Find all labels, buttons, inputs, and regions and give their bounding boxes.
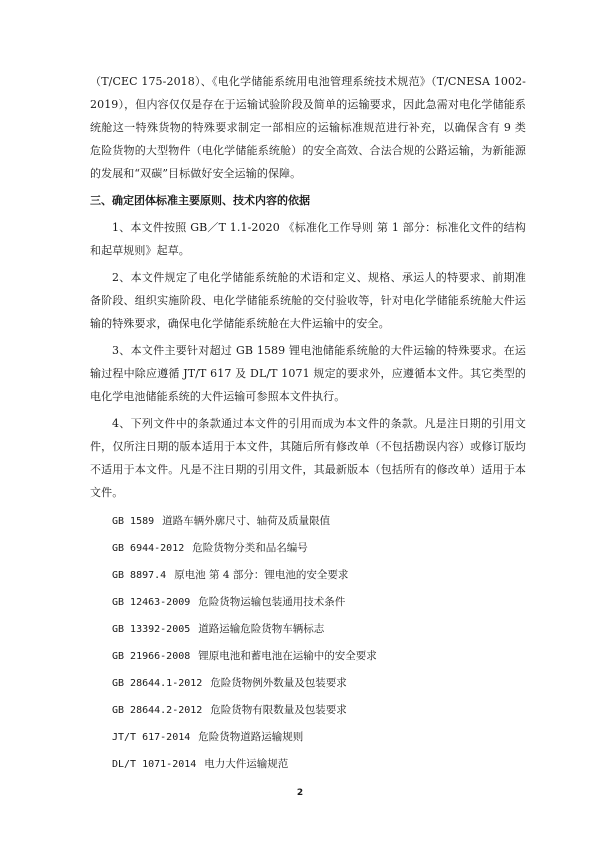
section-heading: 三、确定团体标准主要原则、技术内容的依据: [90, 194, 310, 207]
reference-code: GB 8897.4: [112, 570, 167, 581]
reference-title: 道路车辆外廓尺寸、轴荷及质量限值: [162, 515, 331, 527]
reference-title: 道路运输危险货物车辆标志: [198, 623, 325, 635]
reference-item: [90, 699, 526, 722]
intro-paragraph: （T/CEC 175-2018）、《电化学储能系统用电池管理系统技术规范》（T/CNESA 1002-2019），但内容仅仅是存在于运输试验阶段及简单的运输要求，因此急需对电化学储能系统舱这一特殊货物的特殊要求制定一部相应的运输标准规范进行补充，以确保含有 9 类危险货物的大型物件（电化学储能系统舱）的安全高效、合法合规的公路运输，为新能源的发展和“双碳”目标做好安全运输的保障。: [90, 75, 526, 180]
reference-code: GB 13392-2005: [112, 624, 191, 635]
reference-item: [90, 510, 526, 533]
reference-title: 危险货物例外数量及包装要求: [210, 677, 347, 689]
reference-item: [90, 618, 526, 641]
reference-item: [90, 645, 526, 668]
document-body: [90, 70, 526, 780]
reference-item: [90, 564, 526, 587]
section-item-4: 4、下列文件中的条款通过本文件的引用而成为本文件的条款。凡是注日期的引用文件，仅所注日期的版本适用于本文件，其随后所有修改单（不包括勘误内容）或修订版均不适用于本文件。凡是不注日期的引用文件，其最新版本（包括所有的修改单）适用于本文件。: [90, 417, 526, 499]
reference-title: 危险货物运输包装通用技术条件: [198, 596, 346, 608]
reference-code: GB 28644.2-2012: [112, 705, 203, 716]
reference-code: GB 1589: [112, 516, 155, 527]
reference-item: [90, 537, 526, 560]
reference-item: [90, 672, 526, 695]
reference-item: [90, 753, 526, 776]
page-number: 2: [296, 788, 304, 798]
reference-title: 危险货物有限数量及包装要求: [210, 704, 347, 716]
reference-title: 电力大件运输规范: [204, 758, 289, 770]
normative-references-list: [90, 510, 526, 776]
section-item-3: 3、本文件主要针对超过 GB 1589 锂电池储能系统舱的大件运输的特殊要求。在运输过程中除应遵循 JT/T 617 及 DL/T 1071 规定的要求外，应遵循本文件。其它类型的电化学电池储能系统的大件运输可参照本文件执行。: [90, 344, 526, 403]
reference-title: 危险货物分类和品名编号: [192, 542, 308, 554]
reference-code: GB 28644.1-2012: [112, 678, 203, 689]
reference-code: JT/T 617-2014: [112, 732, 191, 743]
reference-item: [90, 726, 526, 749]
reference-title: 原电池 第 4 部分：锂电池的安全要求: [174, 569, 349, 581]
reference-code: GB 12463-2009: [112, 597, 191, 608]
section-item-2: 2、本文件规定了电化学储能系统舱的术语和定义、规格、承运人的特要求、前期准备阶段、组织实施阶段、电化学储能系统舱的交付验收等，针对电化学储能系统舱大件运输的特殊要求，确保电化学储能系统舱在大件运输中的安全。: [90, 271, 526, 330]
reference-title: 锂原电池和蓄电池在运输中的安全要求: [198, 650, 377, 662]
reference-title: 危险货物道路运输规则: [198, 731, 304, 743]
reference-code: GB 21966-2008: [112, 651, 191, 662]
reference-code: DL/T 1071-2014: [112, 759, 197, 770]
reference-item: [90, 591, 526, 614]
reference-code: GB 6944-2012: [112, 543, 185, 554]
section-item-1: 1、本文件按照 GB／T 1.1-2020 《标准化工作导则 第 1 部分：标准化文件的结构和起草规则》起草。: [90, 221, 526, 257]
